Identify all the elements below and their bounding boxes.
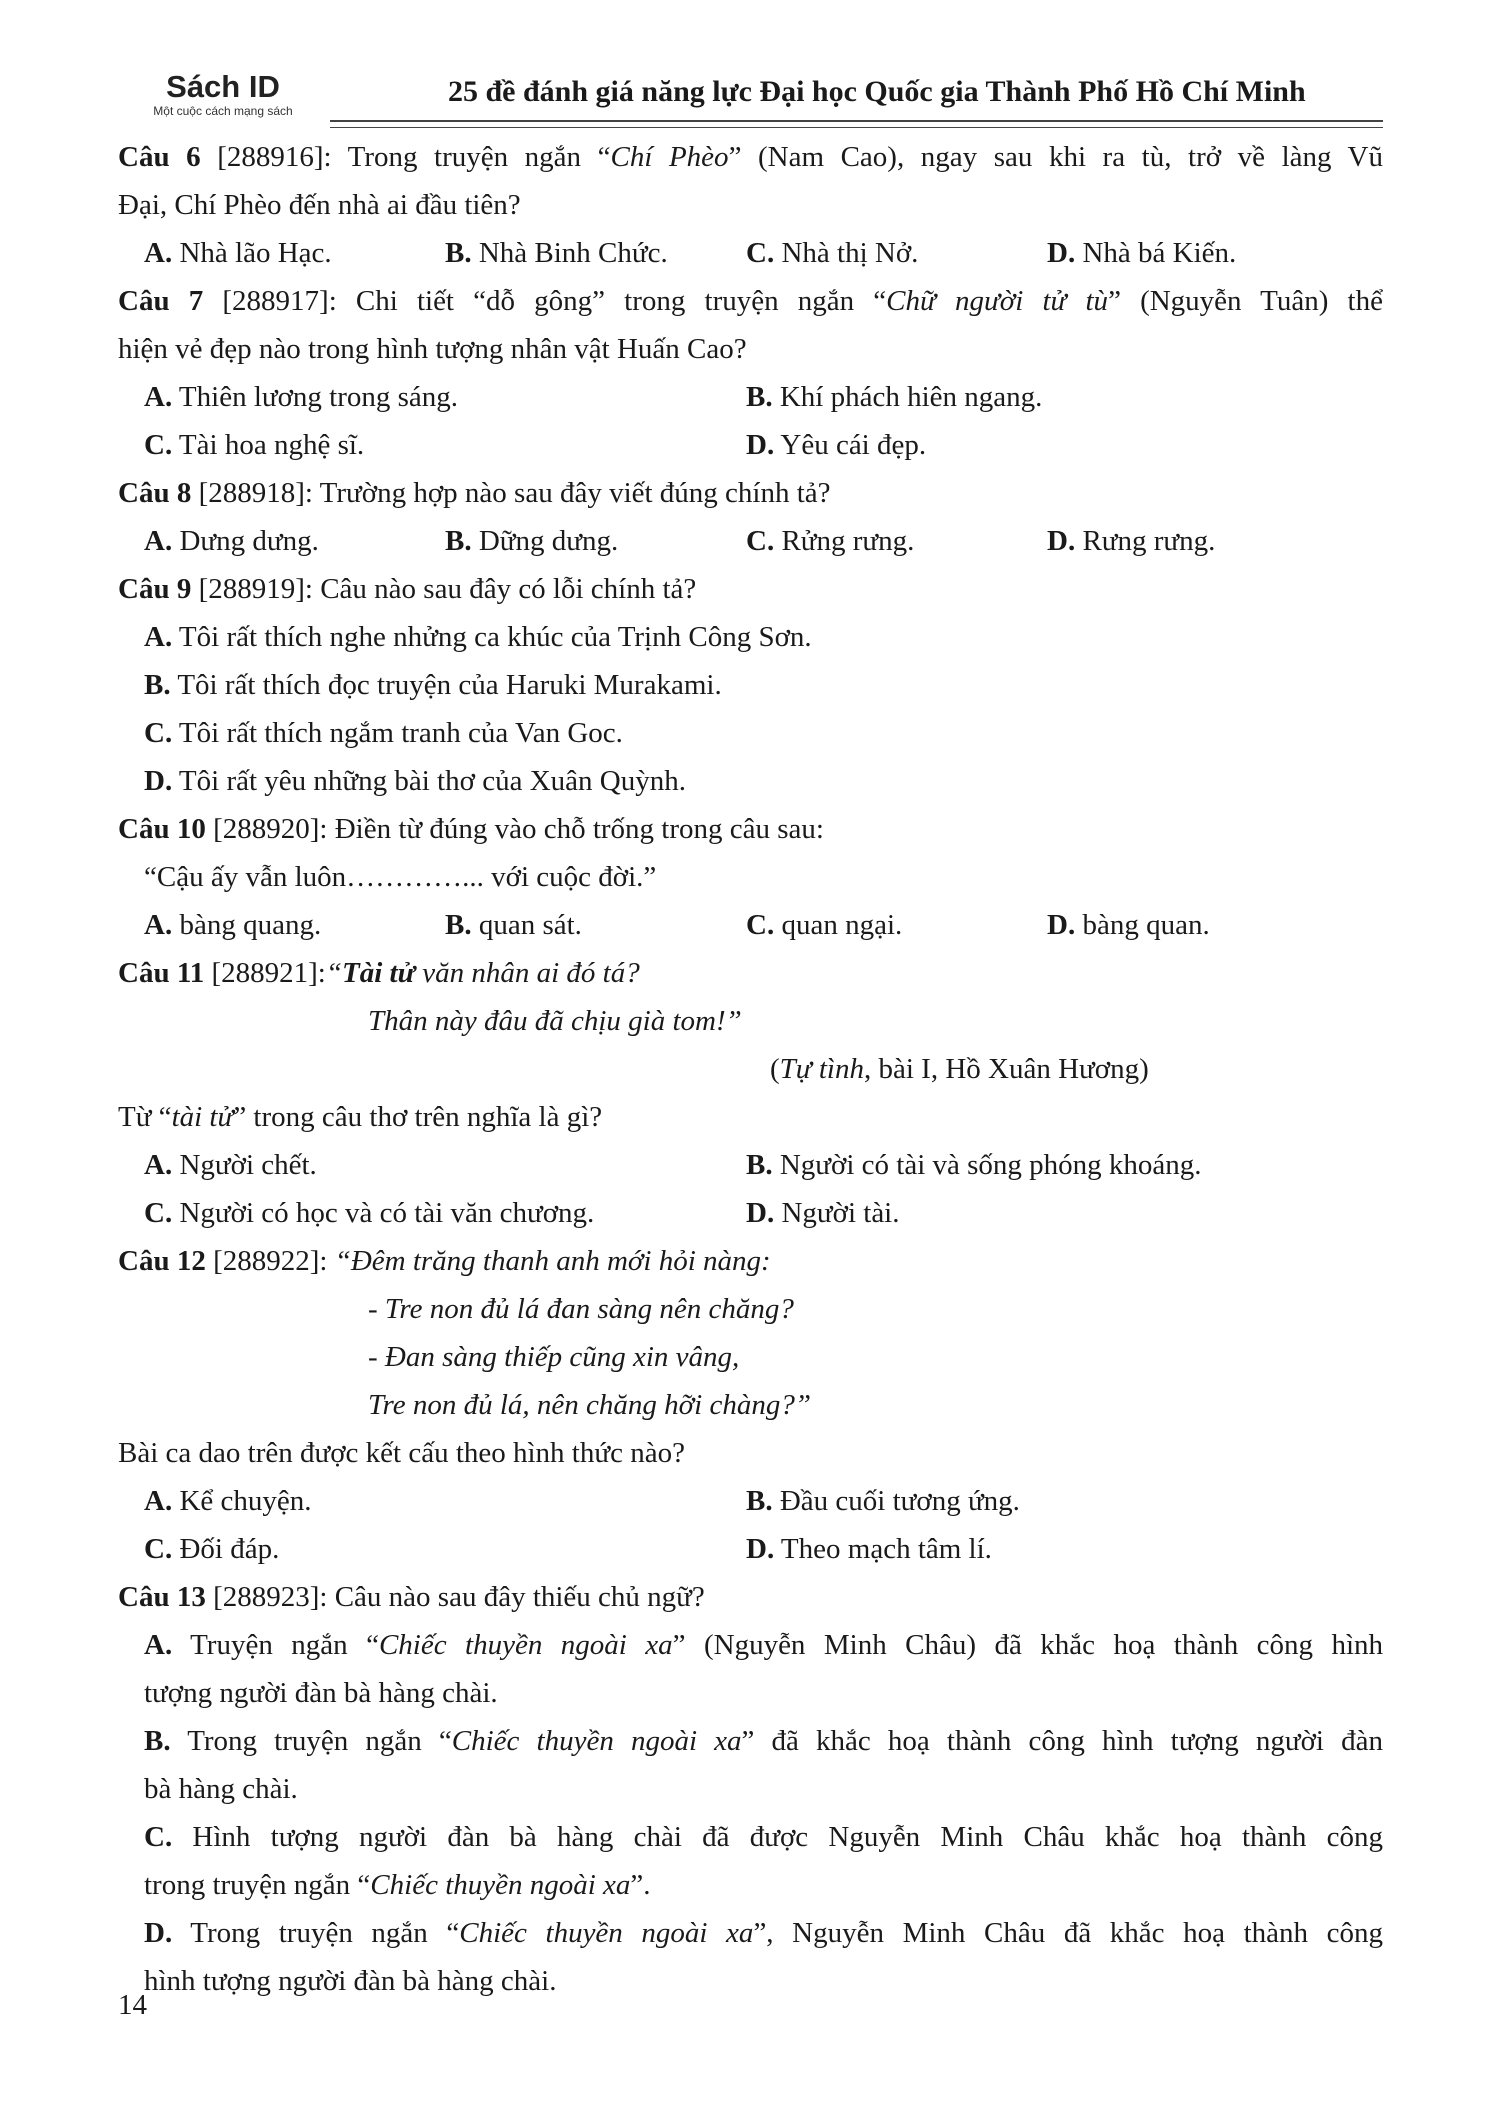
option-text: Yêu cái đẹp. xyxy=(774,429,927,461)
option-letter: B. xyxy=(144,1725,171,1757)
option-a[interactable] xyxy=(144,517,445,565)
option-letter: C. xyxy=(746,909,775,941)
option-text: Tôi rất thích ngắm tranh của Van Goc. xyxy=(172,717,623,749)
option-text: Rưng rưng. xyxy=(1075,525,1216,557)
verse-text: văn nhân ai đó tá? xyxy=(414,957,640,989)
option-letter: C. xyxy=(144,717,173,749)
option-b[interactable] xyxy=(118,1717,1383,1765)
option-a-cont: tượng người đàn bà hàng chài. xyxy=(144,1677,498,1709)
option-b-cont: bà hàng chài. xyxy=(144,1773,298,1805)
option-text: Người có tài và sống phóng khoáng. xyxy=(772,1149,1202,1181)
question-label: Câu 10 xyxy=(118,813,206,845)
header-divider xyxy=(330,120,1383,128)
question-8-options xyxy=(118,517,1383,565)
option-text: bàng quang. xyxy=(172,909,322,941)
question-list xyxy=(118,133,1383,2005)
option-letter: B. xyxy=(746,1485,773,1517)
question-12-prompt: Bài ca dao trên được kết cấu theo hình thức nào? xyxy=(118,1437,685,1469)
option-text: Tài hoa nghệ sĩ. xyxy=(172,429,365,461)
page-header xyxy=(118,64,1383,130)
question-8 xyxy=(118,469,1383,517)
option-a[interactable] xyxy=(144,229,445,277)
brand-logo xyxy=(118,70,328,118)
option-text: Tôi rất thích nghe nhửng ca khúc của Trịnh Công Sơn. xyxy=(172,621,812,653)
question-text: [288916]: Trong truyện ngắn “ xyxy=(200,141,611,173)
option-letter: C. xyxy=(746,237,775,269)
question-7-options-row1 xyxy=(118,373,1383,421)
question-6 xyxy=(118,133,1383,181)
source-text: , bài I, Hồ Xuân Hương) xyxy=(863,1053,1149,1085)
option-text: Rửng rưng. xyxy=(774,525,915,557)
option-letter: B. xyxy=(445,237,472,269)
quote-mark: “ xyxy=(325,957,342,989)
option-a[interactable] xyxy=(144,1141,746,1189)
option-letter: C. xyxy=(746,525,775,557)
source-title: Tự tình xyxy=(779,1053,864,1085)
option-text: quan ngại. xyxy=(774,909,903,941)
option-a[interactable] xyxy=(144,1477,746,1525)
option-a[interactable] xyxy=(118,1621,1383,1669)
book-title: 25 đề đánh giá năng lực Đại học Quốc gia Thành Phố Hồ Chí Minh xyxy=(448,75,1306,108)
option-a[interactable] xyxy=(144,901,445,949)
option-text: Khí phách hiên ngang. xyxy=(772,381,1043,413)
option-letter: B. xyxy=(746,1149,773,1181)
question-text: [288919]: Câu nào sau đây có lỗi chính tả? xyxy=(191,573,697,605)
verse-line: “Đêm trăng thanh anh mới hỏi nàng: xyxy=(334,1245,771,1277)
question-label: Câu 9 xyxy=(118,573,192,605)
option-text: Nhà bá Kiến. xyxy=(1075,237,1237,269)
option-text: Nhà thị Nở. xyxy=(774,237,919,269)
option-text: Tôi rất yêu những bài thơ của Xuân Quỳnh. xyxy=(172,765,686,797)
question-text: [288918]: Trường hợp nào sau đây viết đúng chính tả? xyxy=(191,477,831,509)
option-text: Người có học và có tài văn chương. xyxy=(172,1197,595,1229)
option-letter: A. xyxy=(144,525,173,557)
option-text: Đối đáp. xyxy=(172,1533,280,1565)
question-label: Câu 12 xyxy=(118,1245,206,1277)
option-c[interactable] xyxy=(746,517,1047,565)
option-c[interactable] xyxy=(118,1813,1383,1861)
option-letter: A. xyxy=(144,381,173,413)
question-11-prompt xyxy=(118,1093,1383,1141)
option-text: ”. xyxy=(630,1869,651,1901)
option-d[interactable] xyxy=(118,1909,1383,1957)
highlighted-term: tài tử xyxy=(171,1101,234,1133)
option-letter: D. xyxy=(746,429,775,461)
question-text: ” (Nam Cao), ngay sau khi ra tù, trở về làng Vũ xyxy=(728,141,1383,173)
option-letter: D. xyxy=(746,1533,775,1565)
option-letter: A. xyxy=(144,1149,173,1181)
option-c-cont xyxy=(118,1861,1383,1909)
option-text: Truyện ngắn “ xyxy=(172,1629,379,1661)
option-d[interactable] xyxy=(1047,229,1383,277)
option-letter: C. xyxy=(144,1197,173,1229)
option-c[interactable] xyxy=(746,901,1047,949)
option-b[interactable] xyxy=(118,661,1383,709)
option-b[interactable] xyxy=(445,901,746,949)
verse-line: Thân này đâu đã chịu già tom!” xyxy=(368,1005,742,1037)
verse-line: - Tre non đủ lá đan sàng nên chăng? xyxy=(368,1293,794,1325)
option-letter: A. xyxy=(144,909,173,941)
question-10 xyxy=(118,805,1383,853)
question-label: Câu 13 xyxy=(118,1581,206,1613)
option-text: ” đã khắc hoạ thành công hình tượng người đàn xyxy=(741,1725,1383,1757)
option-text: ”, Nguyễn Minh Châu đã khắc hoạ thành công xyxy=(753,1917,1383,1949)
option-text: Đầu cuối tương ứng. xyxy=(772,1485,1020,1517)
option-text: Dững dưng. xyxy=(471,525,619,557)
option-b[interactable] xyxy=(746,373,1383,421)
option-letter: B. xyxy=(144,669,171,701)
option-text: Người tài. xyxy=(774,1197,900,1229)
option-text: Nhà lão Hạc. xyxy=(172,237,332,269)
brand-slogan: Một cuộc cách mạng sách xyxy=(153,104,293,118)
work-title: Chiếc thuyền ngoài xa xyxy=(378,1629,673,1661)
option-text: Trong truyện ngắn “ xyxy=(170,1725,452,1757)
brand-name: Sách ID xyxy=(166,69,280,104)
option-d[interactable] xyxy=(746,421,1383,469)
option-letter: C. xyxy=(144,429,173,461)
question-text: [288922]: xyxy=(205,1245,335,1277)
option-letter: D. xyxy=(144,1917,173,1949)
option-d[interactable] xyxy=(118,757,1383,805)
option-letter: D. xyxy=(1047,909,1076,941)
work-title: Chiếc thuyền ngoài xa xyxy=(451,1725,742,1757)
work-title: Chữ người tử tù xyxy=(886,285,1109,317)
option-letter: D. xyxy=(1047,237,1076,269)
option-text: Thiên lương trong sáng. xyxy=(172,381,459,413)
option-letter: D. xyxy=(1047,525,1076,557)
option-b[interactable] xyxy=(445,517,746,565)
option-letter: D. xyxy=(144,765,173,797)
option-letter: B. xyxy=(746,381,773,413)
question-label: Câu 11 xyxy=(118,957,205,989)
option-text: Tôi rất thích đọc truyện của Haruki Murakami. xyxy=(170,669,722,701)
option-a[interactable] xyxy=(144,373,746,421)
question-12-options-row1 xyxy=(118,1477,1383,1525)
question-6-cont: Đại, Chí Phèo đến nhà ai đầu tiên? xyxy=(118,189,521,221)
option-letter: B. xyxy=(445,525,472,557)
option-letter: A. xyxy=(144,1485,173,1517)
question-label: Câu 7 xyxy=(118,285,204,317)
option-b[interactable] xyxy=(746,1141,1383,1189)
option-b[interactable] xyxy=(445,229,746,277)
option-c[interactable] xyxy=(118,709,1383,757)
question-10-options xyxy=(118,901,1383,949)
work-title: Chiếc thuyền ngoài xa xyxy=(370,1869,631,1901)
highlighted-term: Tài tử xyxy=(342,957,415,989)
question-13 xyxy=(118,1573,1383,1621)
option-text: Theo mạch tâm lí. xyxy=(774,1533,992,1565)
question-label: Câu 6 xyxy=(118,141,201,173)
option-text: bàng quan. xyxy=(1075,909,1210,941)
option-text: Kể chuyện. xyxy=(172,1485,312,1517)
page-number: 14 xyxy=(118,1989,147,2021)
question-7 xyxy=(118,277,1383,325)
question-12-options-row2 xyxy=(118,1525,1383,1573)
prompt-text: Từ “ xyxy=(118,1101,172,1133)
option-text: Trong truyện ngắn “ xyxy=(172,1917,460,1949)
option-text: Người chết. xyxy=(172,1149,317,1181)
option-c[interactable] xyxy=(144,421,746,469)
verse-line: - Đan sàng thiếp cũng xin vâng, xyxy=(368,1341,740,1373)
option-text: trong truyện ngắn “ xyxy=(144,1869,371,1901)
fill-blank-sentence: “Cậu ấy vẫn luôn…………... với cuộc đời.” xyxy=(144,861,657,893)
option-d[interactable] xyxy=(1047,901,1383,949)
question-6-options xyxy=(118,229,1383,277)
option-letter: C. xyxy=(144,1821,173,1853)
option-letter: D. xyxy=(746,1197,775,1229)
source-text: ( xyxy=(770,1053,780,1085)
verse-line: Tre non đủ lá, nên chăng hỡi chàng?” xyxy=(368,1389,811,1421)
option-letter: C. xyxy=(144,1533,173,1565)
work-title: Chiếc thuyền ngoài xa xyxy=(459,1917,754,1949)
question-text: ” (Nguyễn Tuân) thể xyxy=(1108,285,1383,317)
question-9 xyxy=(118,565,1383,613)
option-text: Dưng dưng. xyxy=(172,525,319,557)
poem-source xyxy=(118,1045,1383,1093)
question-11-options-row1 xyxy=(118,1141,1383,1189)
option-letter: A. xyxy=(144,1629,173,1661)
option-c[interactable] xyxy=(144,1525,746,1573)
option-text: quan sát. xyxy=(471,909,582,941)
option-b[interactable] xyxy=(746,1477,1383,1525)
option-text: Hình tượng người đàn bà hàng chài đã được Nguyễn Minh Châu khắc hoạ thành công xyxy=(172,1821,1383,1853)
option-letter: A. xyxy=(144,621,173,653)
option-text: Nhà Binh Chức. xyxy=(471,237,668,269)
option-d[interactable] xyxy=(746,1525,1383,1573)
question-7-options-row2 xyxy=(118,421,1383,469)
question-label: Câu 8 xyxy=(118,477,192,509)
work-title: Chí Phèo xyxy=(610,141,729,173)
question-11-options-row2 xyxy=(118,1189,1383,1237)
question-7-cont: hiện vẻ đẹp nào trong hình tượng nhân vật Huấn Cao? xyxy=(118,333,747,365)
option-d-cont: hình tượng người đàn bà hàng chài. xyxy=(144,1965,557,1997)
option-text: ” (Nguyễn Minh Châu) đã khắc hoạ thành công hình xyxy=(672,1629,1383,1661)
option-letter: B. xyxy=(445,909,472,941)
question-11 xyxy=(118,949,1383,997)
option-d[interactable] xyxy=(1047,517,1383,565)
option-c[interactable] xyxy=(144,1189,746,1237)
question-12 xyxy=(118,1237,1383,1285)
option-letter: A. xyxy=(144,237,173,269)
option-a[interactable] xyxy=(118,613,1383,661)
prompt-text: ” trong câu thơ trên nghĩa là gì? xyxy=(233,1101,603,1133)
question-text: [288917]: Chi tiết “dỗ gông” trong truyện ngắn “ xyxy=(203,285,887,317)
question-text: [288923]: Câu nào sau đây thiếu chủ ngữ? xyxy=(205,1581,705,1613)
question-text: [288921]: xyxy=(204,957,326,989)
question-text: [288920]: Điền từ đúng vào chỗ trống trong câu sau: xyxy=(205,813,824,845)
option-d[interactable] xyxy=(746,1189,1383,1237)
option-c[interactable] xyxy=(746,229,1047,277)
